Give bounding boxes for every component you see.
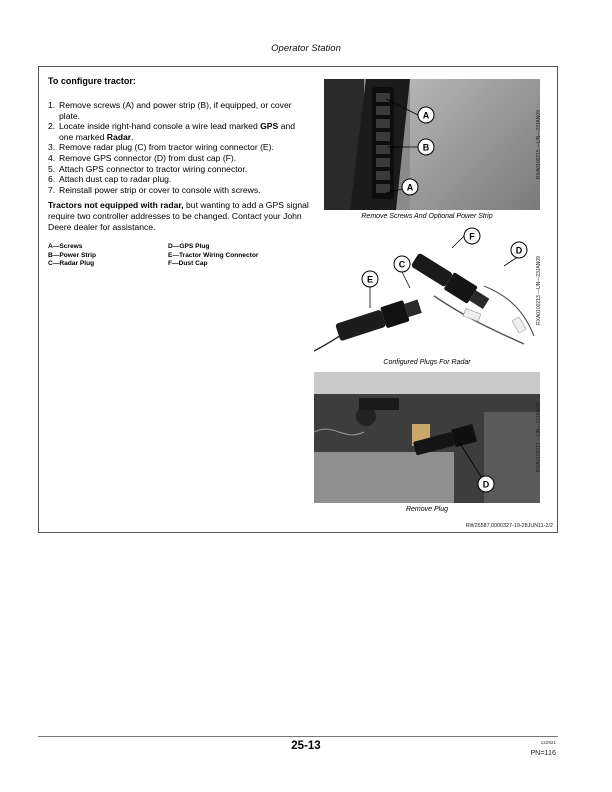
legend-a: A—Screws <box>48 243 83 251</box>
callout-d-plug: D <box>482 479 490 490</box>
legend-b: B—Power Strip <box>48 251 96 259</box>
instructions-column <box>48 76 310 268</box>
steps-list <box>48 100 310 195</box>
pn-number: PN=116 <box>530 748 556 757</box>
figures-column <box>314 79 554 513</box>
step-4: 4. Remove GPS connector (D) from dust cap (F). <box>48 152 237 163</box>
legend <box>48 243 310 268</box>
section-heading: To configure tractor: <box>48 76 136 86</box>
figure-caption: Remove Screws And Optional Power Strip <box>361 213 493 220</box>
figure-caption: Configured Plugs For Radar <box>383 359 471 366</box>
step-2: 2. Locate inside right-hand console a wire lead marked GPS and one marked Radar. <box>48 121 296 142</box>
footer-rule <box>38 736 558 737</box>
callout-c: C <box>398 259 406 270</box>
reference-code: RW25587,0000327-19-28JUN11-2/2 <box>465 523 553 529</box>
callout-a-top: A <box>422 110 430 121</box>
legend-c: C—Radar Plug <box>48 259 95 267</box>
power-strip-photo <box>314 79 540 210</box>
legend-d: D—GPS Plug <box>168 243 210 251</box>
procedure-box <box>38 66 558 533</box>
callout-a-bottom: A <box>406 182 414 193</box>
figure-code: RXA0100213 —UN—23JAN09 <box>536 256 542 326</box>
remove-plug-photo <box>314 372 540 503</box>
step-5: 5. Attach GPS connector to tractor wiring connector. <box>48 163 248 174</box>
step-3: 3. Remove radar plug (C) from tractor wiring connector (E). <box>48 142 274 153</box>
footer-date: 122921 <box>540 740 556 745</box>
figure-caption: Remove Plug <box>405 506 449 513</box>
configured-plugs-photo <box>314 226 540 356</box>
step-7: 7. Reinstall power strip or cover to console with screws. <box>48 184 261 195</box>
figure-code: RXA0100215 —UN—23JAN09 <box>536 110 542 179</box>
radar-note: Tractors not equipped with radar, but wanting to add a GPS signal require two controller addresses to be changed. Contact your John Deere dealer for assistance. <box>48 200 309 233</box>
figure-configured-plugs <box>314 226 540 356</box>
legend-f: F—Dust Cap <box>168 259 208 267</box>
callout-e: E <box>366 274 374 285</box>
callout-b: B <box>422 142 430 153</box>
step-6: 6. Attach dust cap to radar plug. <box>48 174 172 185</box>
legend-e: E—Tractor Wiring Connector <box>168 251 259 259</box>
figure-code: RXA0100217 —UN—23JAN09 <box>536 403 542 472</box>
page-number: 25-13 <box>291 740 321 752</box>
page-header: Operator Station <box>271 43 341 54</box>
step-1: 1. Remove screws (A) and power strip (B), if equipped, or cover plate. <box>48 100 292 121</box>
figure-power-strip <box>314 79 540 210</box>
callout-d: D <box>515 245 523 256</box>
figure-remove-plug <box>314 372 540 503</box>
callout-f: F <box>469 231 475 242</box>
